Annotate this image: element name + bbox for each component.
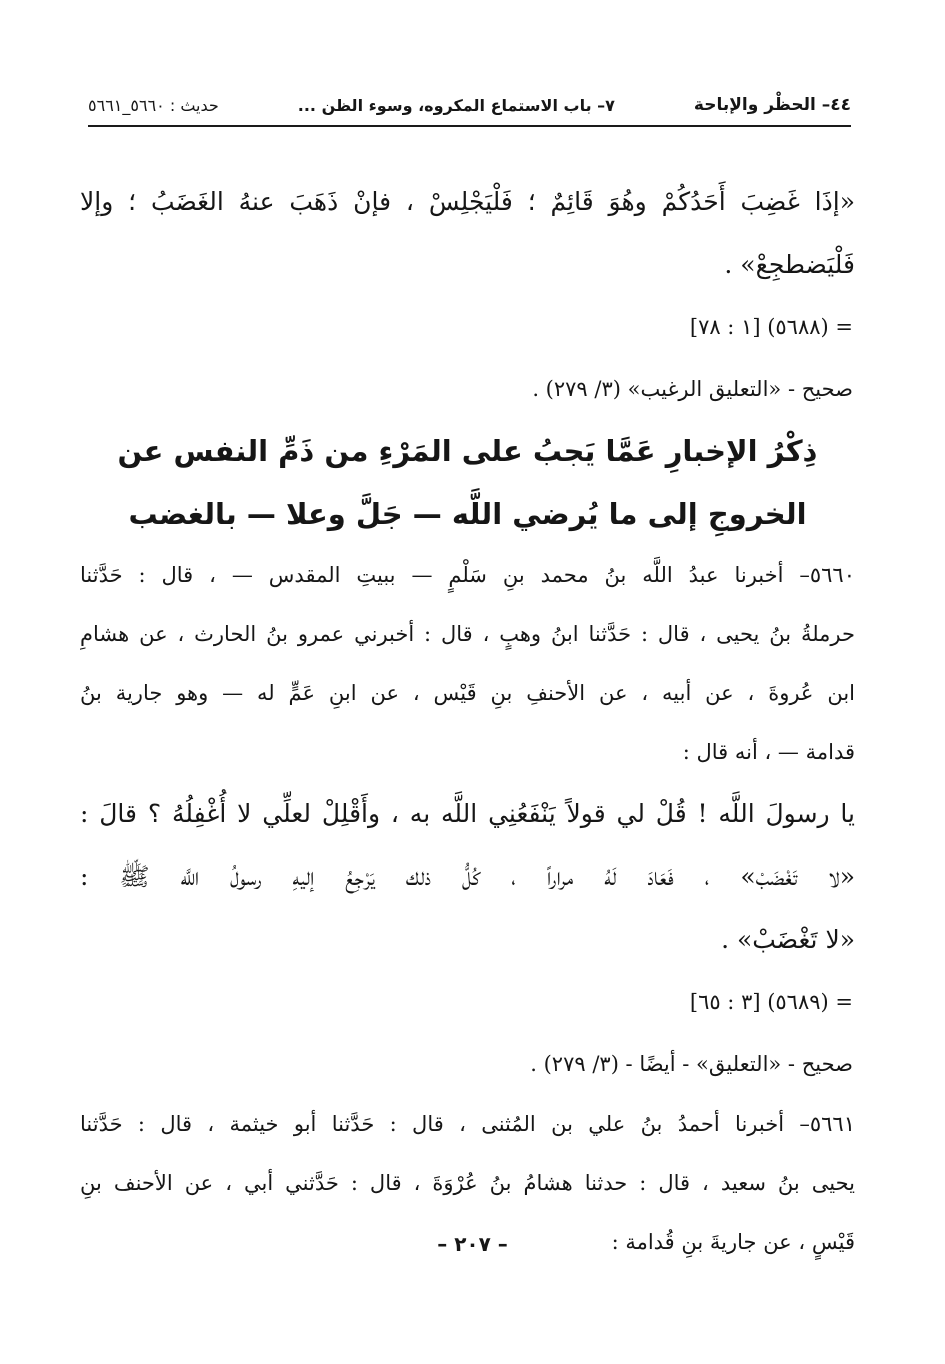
- page-body: [80, 170, 855, 1272]
- cross-reference: = (٥٦٨٩) [٣ : ٦٥]: [689, 990, 853, 1014]
- running-header: [88, 88, 851, 122]
- body-line: «لا تَغْضَبْ» .: [721, 925, 855, 954]
- body-line: «لا تَغْضَبْ» ، فَعَادَ لَهُ مراراً ، كُلُّ ذلك يَرْجِعُ إليهِ رسولُ اللَّه ﷺ :: [80, 862, 855, 891]
- cross-reference: = (٥٦٨٨) [١ : ٧٨]: [689, 315, 853, 339]
- isnad-line: حرملةُ بنُ يحيى ، قال : حَدَّثنا ابنُ وهبٍ ، قال : أخبرني عمرو بنُ الحارث ، عن هشامِ: [80, 622, 855, 646]
- page-number: – ٢٠٧ –: [437, 1232, 508, 1256]
- chapter-title: ٧– باب الاستماع المكروه، وسوء الظن ...: [297, 95, 615, 115]
- isnad-line: يحيى بنُ سعيد ، قال : حدثنا هشامُ بنُ عُرْوَةَ ، قال : حَدَّثني أبي ، عن الأحنف بنِ: [80, 1171, 855, 1195]
- grading-note: صحيح - «التعليق» - أيضًا - (٣/ ٢٧٩) .: [530, 1052, 853, 1076]
- body-line: «إذَا غَضِبَ أَحَدُكُمْ وهُوَ قَائِمٌ ؛ فَلْيَجْلِسْ ، فإنْ ذَهَبَ عنهُ الغَضَبُ ؛ وإلا: [80, 187, 855, 216]
- header-rule: [88, 125, 851, 127]
- chapter-heading-line: ذِكْرُ الإخبارِ عَمَّا يَجبُ على المَرْءِ من ذَمِّ النفس عن: [117, 434, 818, 468]
- body-line: يا رسولَ اللَّه ! قُلْ لي قولاً يَنْفَعُنِي اللَّه به ، وأَقْلِلْ لعلِّي لا أُغْفِلُهُ ؟ قالَ :: [80, 799, 855, 828]
- book-title: ٤٤– الحظْر والإباحة: [693, 95, 851, 115]
- isnad-line: قَيْسٍ ، عن جاريةَ بنِ قُدامة :: [611, 1230, 855, 1254]
- isnad-line: ٥٦٦١– أخبرنا أحمدُ بنُ علي بن المُثنى ، قال : حَدَّثنا أبو خيثمة ، قال : حَدَّثنا: [80, 1112, 855, 1136]
- hadith-range: حديث : ٥٦٦٠_٥٦٦١: [88, 95, 219, 115]
- chapter-heading-line: الخروجِ إلى ما يُرضي اللَّه — جَلَّ وعلا — بالغضب: [128, 497, 807, 531]
- isnad-line: ابن عُروةَ ، عن أبيه ، عن الأحنفِ بنِ قَيْس ، عن ابنِ عَمٍّ له — وهو جارية بنُ: [80, 681, 855, 705]
- isnad-line: قدامة — ، أنه قال :: [682, 740, 855, 764]
- isnad-line: ٥٦٦٠– أخبرنا عبدُ اللَّه بنُ محمد بنِ سَلْمٍ — ببيتِ المقدس — ، قال : حَدَّثنا: [80, 563, 855, 587]
- body-line: فَلْيَضطجِعْ» .: [724, 250, 855, 279]
- grading-note: صحيح - «التعليق الرغيب» (٣/ ٢٧٩) .: [532, 377, 853, 401]
